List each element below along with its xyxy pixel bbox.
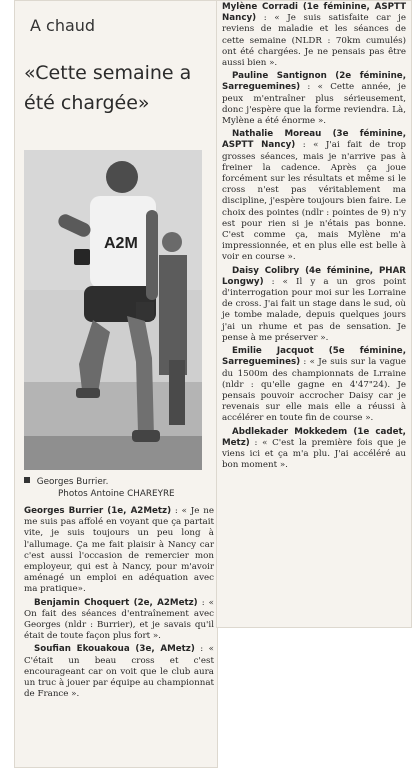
quote-pauline [222, 71, 406, 127]
quote-name: Pauline Santignon (2e féminine, Sarreguemines) [222, 71, 406, 93]
quote-georges [24, 506, 214, 596]
quote-nathalie [222, 129, 406, 263]
article-left-column [14, 0, 218, 768]
quote-text: : « Je suis sur la vague du 1500m des championnats de Lrraine (nldr : qu'elle gagne en 4'47"24). Je pensais pouvoir accrocher Daisy car je revenais sur elle mais elle a réussi à accélérer en toute fin de course ». [222, 357, 406, 424]
photo-caption [24, 476, 214, 500]
caption-subject: Georges Burrier. [36, 477, 109, 487]
quote-name: Nathalie Moreau (3e féminine, ASPTT Nancy) [222, 129, 406, 151]
quote-abdlekader [222, 427, 406, 472]
quote-soufian [24, 644, 214, 700]
runner-photo [24, 150, 202, 470]
quote-text: : « C'est la première fois que je viens ici et ça m'a plu. J'ai accéléré au bon moment ». [222, 437, 406, 471]
quote-name: Benjamin Choquert (2e, A2Metz) [34, 597, 198, 608]
bib-number-text: A2M [104, 235, 138, 252]
quote-text: : « Je ne me suis pas affolé en voyant que ça partait vite, je suis toujours un peu long à l'allumage. Ça me fait plaisir à Nancy car c'est aussi l'occasion de remercier mon employeur, qui est à Nancy, pour m'avoir aménagé un emploi en adéquation avec ma pratique». [24, 506, 214, 595]
quote-text: : « Cette année, je peux m'entraîner plus sérieusement, donc j'espère que la forme reviendra. Là, Mylène a été énorme ». [222, 82, 406, 127]
article-headline: «Cette semaine a été chargée» [24, 62, 192, 114]
article-right-column [216, 0, 412, 628]
article-kicker: A chaud [30, 16, 96, 35]
quote-name: Abdlekader Mokkedem (1e cadet, Metz) [222, 426, 406, 448]
right-quotes [222, 2, 406, 473]
quote-text: : « Il y a un gros point d'interrogation pour moi sur les Lorraine de cross. J'ai fait un stage dans le sud, où je tombe malade, depuis quelques jours j'ai un rhume et pas de sensation. Je pense à me préserver ». [222, 276, 406, 343]
quote-name: Soufian Ekouakoua (3e, AMetz) [34, 644, 195, 655]
quote-text: : « Je suis satisfaite car je reviens de maladie et les séances de cette semaine (NLDR : 70km cumulés) ont été chargées. Je ne pensais pas être aussi bien ». [222, 13, 406, 69]
quote-text: : « On fait des séances d'entraînement avec Georges (nldr : Burrier), et je savais qu'il était de toute façon plus fort ». [24, 597, 214, 642]
quote-name: Daisy Colibry (4e féminine, PHAR Longwy) [222, 265, 406, 287]
left-quotes [24, 506, 214, 702]
runner-photo-illustration [24, 150, 202, 470]
quote-benjamin [24, 598, 214, 643]
quote-name: Mylène Corradi (1e féminine, ASPTT Nancy) [222, 2, 406, 24]
quote-name: Emilie Jacquot (5e féminine, Sarreguemines) [222, 346, 406, 368]
quote-daisy [222, 266, 406, 344]
caption-photographer: Photos Antoine CHAREYRE [58, 489, 175, 499]
quote-text: : « J'ai fait de trop grosses séances, mais je n'arrive pas à freiner la cadence. Après ça joue forcément sur les résultats et même si le cross n'est pas véritablement ma discipline, j'espère toujours bien faire. Le choix des pointes (ndlr : pointes de 9) n'y est pour rien si je n'étais pas bonne. C'est comme ça, mais Mylène m'a impressionnée, et en plus elle est belle à voir en course ». [222, 140, 406, 263]
quote-emilie [222, 346, 406, 424]
caption-square-icon [24, 477, 30, 483]
quote-mylene [222, 2, 406, 69]
quote-text: : « C'était un beau cross et c'est encourageant car on voit que le club aura un truc à jouer par équipe au championnat de France ». [24, 644, 215, 700]
quote-name: Georges Burrier (1e, A2Metz) [24, 506, 172, 516]
